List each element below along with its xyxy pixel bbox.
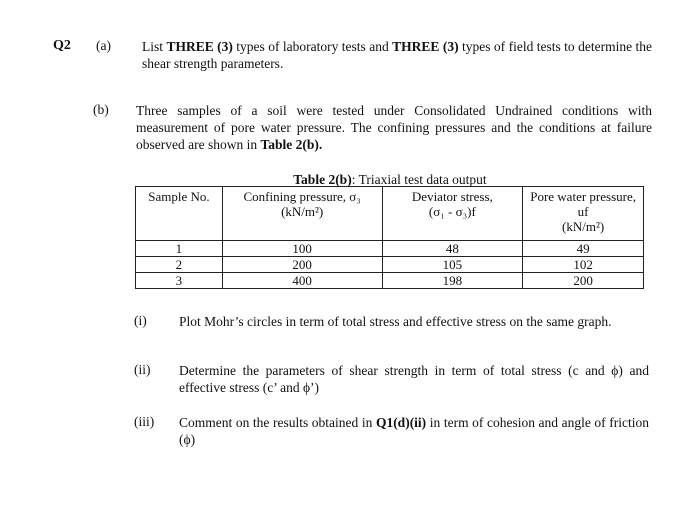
table-row [136, 273, 644, 289]
cell-sample: 1 [136, 241, 223, 257]
subpart-i-label: (i) [134, 313, 147, 328]
cell-deviator: 48 [382, 241, 523, 257]
subpart-ii-text: Determine the parameters of shear strength in term of total stress (c and ϕ) and effective stress (c’ and ϕ’) [179, 363, 649, 395]
header-sample: Sample No. [136, 187, 223, 241]
part-b-text: Three samples of a soil were tested under Consolidated Undrained conditions with measurement of pore water pressure. The confining pressures and the conditions at failure observed are shown in Table 2(b). [136, 103, 652, 152]
table-header-row [136, 187, 644, 241]
header-deviator: Deviator stress, (σ₁ - σ₃)f [382, 187, 523, 241]
table-row [136, 257, 644, 273]
subpart-iii-text: Comment on the results obtained in Q1(d)(ii) in term of cohesion and angle of friction (ϕ) [179, 415, 649, 447]
table-row [136, 241, 644, 257]
cell-confining: 100 [222, 241, 382, 257]
subpart-i-text: Plot Mohr’s circles in term of total stress and effective stress on the same graph. [179, 314, 612, 329]
header-pore: Pore water pressure, uf (kN/m²) [523, 187, 644, 241]
cell-sample: 2 [136, 257, 223, 273]
cell-pore: 49 [523, 241, 644, 257]
cell-deviator: 198 [382, 273, 523, 289]
cell-deviator: 105 [382, 257, 523, 273]
part-b-label: (b) [93, 102, 109, 117]
cell-pore: 102 [523, 257, 644, 273]
part-a-label: (a) [96, 38, 111, 53]
header-confining: Confining pressure, σ₃ (kN/m²) [222, 187, 382, 241]
question-number: Q2 [53, 38, 71, 53]
cell-pore: 200 [523, 273, 644, 289]
part-a-text: List THREE (3) types of laboratory tests and THREE (3) types of field tests to determine the shear strength parameters. [142, 39, 652, 71]
cell-sample: 3 [136, 273, 223, 289]
cell-confining: 200 [222, 257, 382, 273]
subpart-ii-label: (ii) [134, 362, 151, 377]
triaxial-data-table [135, 186, 644, 289]
table-caption: Table 2(b): Triaxial test data output [293, 172, 487, 187]
cell-confining: 400 [222, 273, 382, 289]
subpart-iii-label: (iii) [134, 414, 155, 429]
